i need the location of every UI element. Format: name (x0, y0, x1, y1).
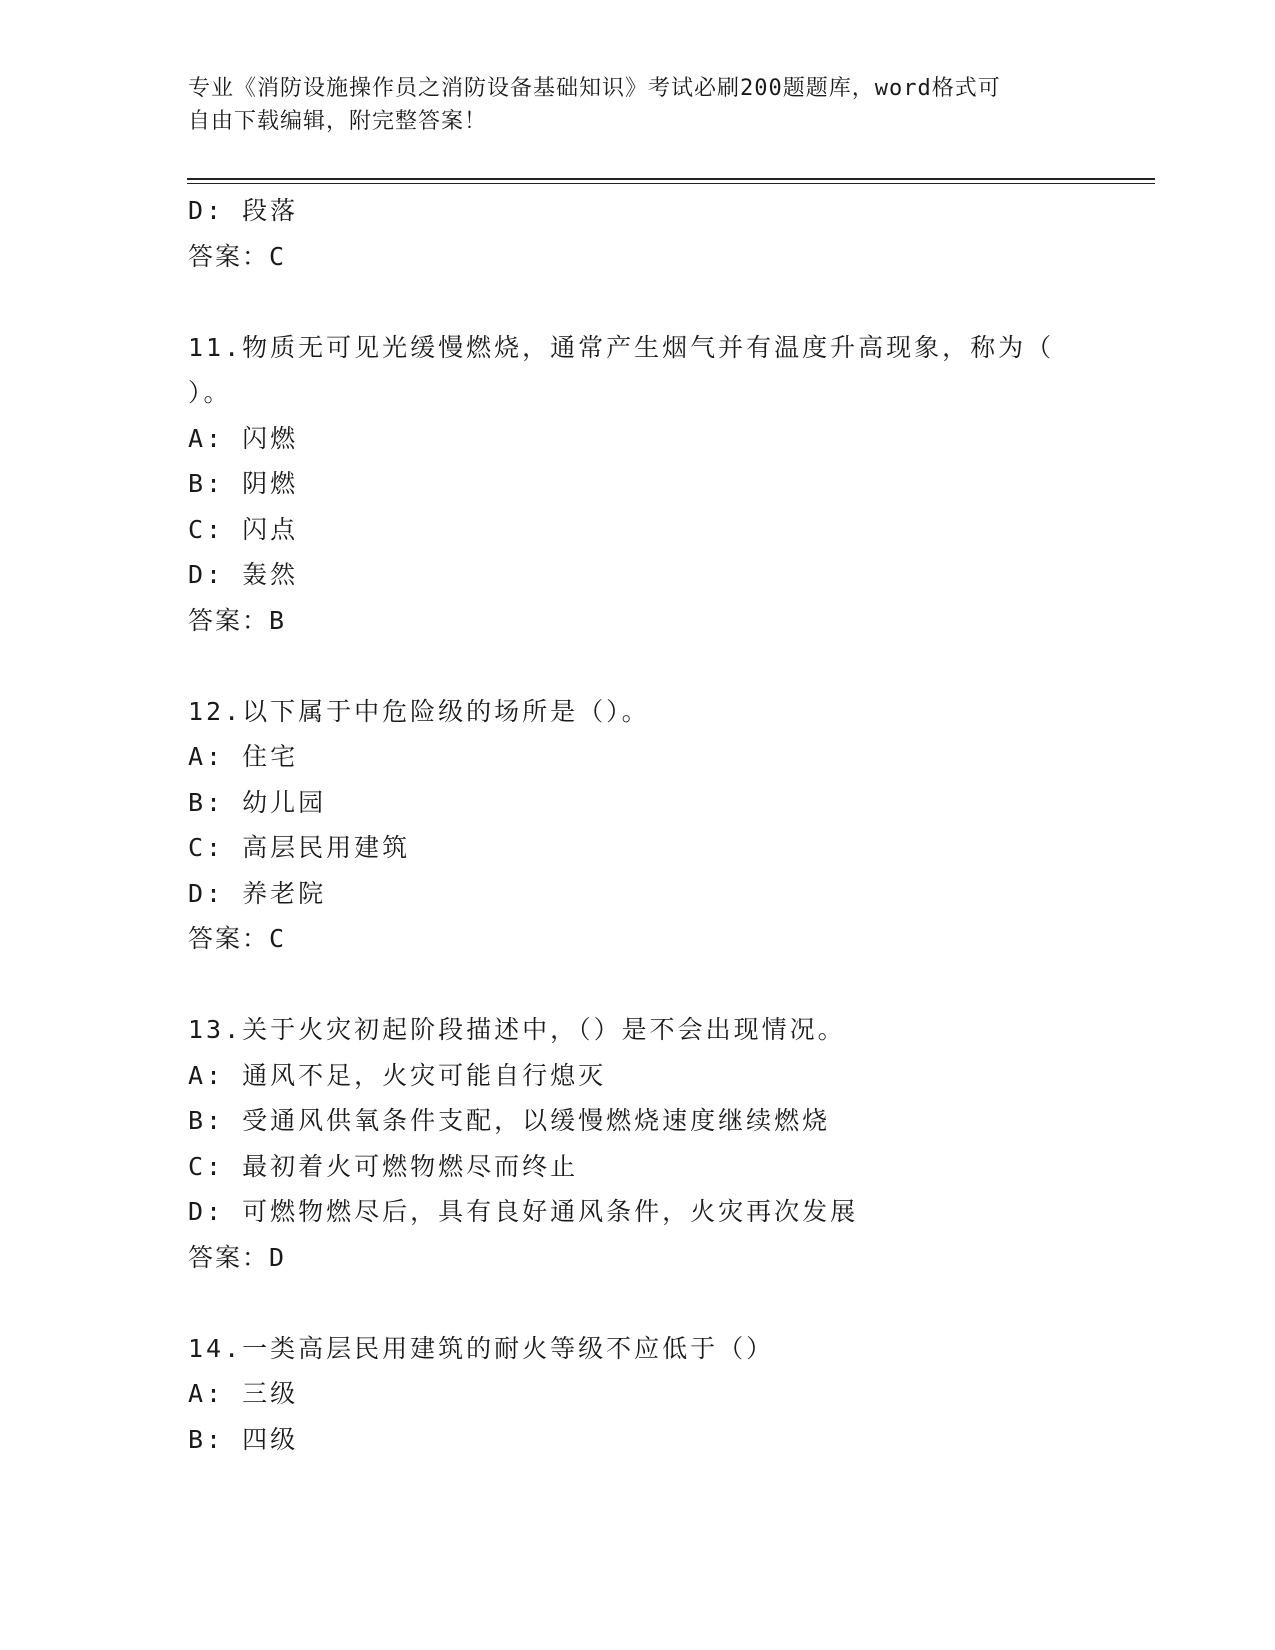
option-c: C: 闪点 (188, 514, 299, 544)
option-c: C: 最初着火可燃物燃尽而终止 (188, 1151, 579, 1181)
answer-line (188, 598, 1128, 644)
header-divider-thick (187, 178, 1155, 180)
header-title-line-1: 专业《消防设施操作员之消防设备基础知识》考试必刷200题题库，word格式可 (188, 76, 1001, 101)
answer-value: C (269, 924, 287, 953)
answer-label: 答案： (188, 605, 270, 635)
option-a: A: 三级 (188, 1379, 299, 1408)
answer-line (188, 234, 1128, 280)
header-title-line-2: 自由下载编辑，附完整答案！ (188, 109, 488, 134)
option-d: D: 可燃物燃尽后，具有良好通风条件，火灾再次发展 (188, 1197, 859, 1226)
spacer (188, 643, 1128, 689)
option-b: B: 阴燃 (188, 469, 299, 498)
question-12 (188, 689, 1128, 962)
question-14 (188, 1326, 1128, 1463)
question-11 (188, 325, 1128, 644)
question-stem: 13.关于火灾初起阶段描述中，（）是不会出现情况。 (188, 1015, 846, 1044)
option-a: A: 闪燃 (188, 423, 299, 453)
option-a: A: 通风不足，火灾可能自行熄灭 (188, 1060, 607, 1090)
page-header (188, 72, 1068, 138)
answer-label: 答案： (188, 1242, 270, 1272)
spacer (188, 279, 1128, 325)
answer-label: 答案： (188, 924, 270, 953)
option-c: C: 高层民用建筑 (188, 833, 411, 862)
answer-line (188, 1235, 1128, 1281)
header-divider-thin (187, 183, 1155, 184)
option-d: D: 轰然 (188, 560, 299, 589)
option-a: A: 住宅 (188, 742, 299, 771)
spacer (188, 962, 1128, 1008)
answer-value: D (269, 1242, 287, 1272)
question-stem: 11.物质无可见光缓慢燃烧，通常产生烟气并有温度升高现象，称为（ (188, 332, 1055, 362)
answer-value: B (269, 605, 287, 635)
spacer (188, 1280, 1128, 1326)
option-b: B: 四级 (188, 1424, 299, 1454)
question-stem: 12.以下属于中危险级的场所是（）。 (188, 696, 650, 726)
option-d: D: 养老院 (188, 878, 327, 908)
answer-value: C (269, 241, 287, 271)
answer-label: 答案： (188, 241, 270, 271)
option-b: B: 受通风供氧条件支配，以缓慢燃烧速度继续燃烧 (188, 1106, 831, 1135)
option-b: B: 幼儿园 (188, 787, 327, 817)
document-body (188, 188, 1128, 1462)
option-d: D: 段落 (188, 196, 299, 225)
question-stem: 14.一类高层民用建筑的耐火等级不应低于（） (188, 1333, 775, 1363)
question-13 (188, 1007, 1128, 1280)
answer-line (188, 916, 1128, 962)
question-stem-continued: ）。 (188, 378, 232, 407)
